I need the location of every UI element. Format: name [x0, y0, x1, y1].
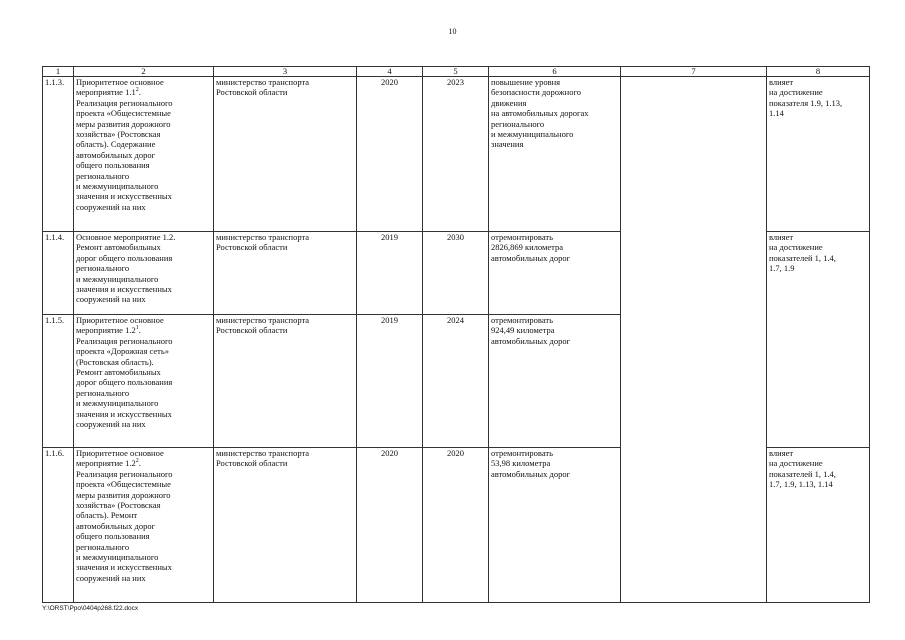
measure-name-line: значения и искусственных [76, 191, 172, 202]
measure-name-line: и межмуниципального [76, 398, 159, 409]
expected-result-cell [489, 315, 621, 448]
indicator-link-cell [767, 77, 870, 232]
end-year: 2020 [423, 448, 489, 603]
executor-cell [214, 77, 357, 232]
document-path-footer: Y:\ORST\Ppo\0404p268.f22.docx [42, 605, 139, 612]
result-line: автомобильных дорог [491, 252, 571, 263]
result-line: 2826,869 километра [491, 242, 564, 253]
column-header-5: 5 [423, 67, 489, 77]
measure-name-line: регионального [76, 541, 130, 552]
executor-line: министерство транспорта [216, 448, 310, 458]
result-line: и межмуниципального [491, 129, 574, 140]
measure-name-cell [74, 232, 214, 315]
expected-result-cell [489, 448, 621, 603]
measure-name-line: регионального [76, 170, 130, 181]
end-year: 2023 [423, 77, 489, 232]
column-header-6: 6 [489, 67, 621, 77]
link-line: показателей 1, 1.4, [769, 252, 836, 263]
link-line: показателей 1, 1.4, [769, 468, 836, 479]
link-line: на достижение [769, 242, 823, 253]
result-line: автомобильных дорог [491, 468, 571, 479]
column-7-cell [621, 77, 767, 603]
measure-name-line: Ремонт автомобильных [76, 367, 161, 378]
footnote-mark: 2 [135, 458, 139, 465]
result-line: регионального [491, 118, 545, 129]
expected-result-cell [489, 77, 621, 232]
measure-name-line: проекта «Дорожная сеть» [76, 346, 169, 357]
start-year: 2019 [357, 315, 423, 448]
executor-line: Ростовской области [216, 242, 288, 253]
measure-name-line: Ремонт автомобильных [76, 242, 161, 253]
column-header-8: 8 [767, 67, 870, 77]
link-line: 1.7, 1.9 [769, 263, 795, 274]
executor-cell [214, 315, 357, 448]
measure-name-line: мероприятие 1.1 [76, 87, 136, 98]
result-line: отремонтировать [491, 448, 553, 458]
measure-name-line: сооружений на них [76, 294, 146, 305]
result-line: безопасности дорожного [491, 87, 581, 98]
footnote-suffix: . [138, 325, 141, 336]
measure-name-line: автомобильных дорог [76, 520, 156, 531]
measure-name-line: Приоритетное основное [76, 315, 164, 325]
measure-name-line: и межмуниципального [76, 273, 159, 284]
measure-name-line: хозяйства» (Ростовская [76, 500, 161, 511]
result-line: движения [491, 97, 527, 108]
expected-result-cell [489, 232, 621, 315]
link-line: на достижение [769, 458, 823, 469]
measure-name-line: мероприятие 1.2 [76, 458, 136, 469]
measure-name-cell [74, 77, 214, 232]
measure-name-line: проекта «Общесистемные [76, 479, 171, 490]
row-number: 1.1.3. [43, 77, 74, 232]
measure-name-line: Приоритетное основное [76, 448, 164, 458]
measure-name-line: область). Содержание [76, 139, 156, 150]
measure-name-line: проекта «Общесистемные [76, 108, 171, 119]
column-header-3: 3 [214, 67, 357, 77]
measure-name-line: (Ростовская область). [76, 356, 154, 367]
start-year: 2020 [357, 448, 423, 603]
measure-name-line: меры развития дорожного [76, 118, 171, 129]
row-number: 1.1.5. [43, 315, 74, 448]
measure-name-line: и межмуниципального [76, 552, 159, 563]
link-line: 1.14 [769, 108, 784, 119]
page-number: 10 [448, 27, 457, 36]
link-line: на достижение [769, 87, 823, 98]
measure-name-line: дорог общего пользования [76, 377, 173, 388]
result-line: 924,49 километра [491, 325, 555, 336]
indicator-link-cell [767, 448, 870, 603]
column-header-2: 2 [74, 67, 214, 77]
measure-name-cell [74, 315, 214, 448]
measure-name-line: Приоритетное основное [76, 77, 164, 87]
table-row [43, 77, 870, 232]
measure-name-line: и межмуниципального [76, 181, 159, 192]
link-line: показателя 1.9, 1.13, [769, 97, 843, 108]
result-line: на автомобильных дорогах [491, 108, 589, 119]
measure-name-line: значения и искусственных [76, 562, 172, 573]
measure-name-line: регионального [76, 263, 130, 274]
measure-name-cell [74, 448, 214, 603]
measure-name-line: область). Ремонт [76, 510, 138, 521]
measure-name-line: Реализация регионального [76, 97, 173, 108]
measure-name-line: сооружений на них [76, 419, 146, 430]
measure-name-line: значения и искусственных [76, 284, 172, 295]
measure-name-line: регионального [76, 387, 130, 398]
measure-name-line: общего пользования [76, 531, 150, 542]
link-line: влияет [769, 232, 794, 242]
result-line: значения [491, 139, 524, 150]
link-line: влияет [769, 77, 794, 87]
executor-line: Ростовской области [216, 458, 288, 469]
result-line: отремонтировать [491, 315, 553, 325]
result-line: 53,98 километра [491, 458, 551, 469]
link-line: 1.7, 1.9, 1.13, 1.14 [769, 479, 833, 490]
measure-name-line: дорог общего пользования [76, 252, 173, 263]
measure-name-line: автомобильных дорог [76, 149, 156, 160]
measure-name-line: общего пользования [76, 160, 150, 171]
measure-name-line: значения и искусственных [76, 408, 172, 419]
result-line: отремонтировать [491, 232, 553, 242]
result-line: автомобильных дорог [491, 335, 571, 346]
measure-name-line: сооружений на них [76, 201, 146, 212]
measure-name-line: мероприятие 1.2 [76, 325, 136, 336]
footnote-mark: 2 [135, 87, 139, 94]
row-number: 1.1.4. [43, 232, 74, 315]
executor-line: Ростовской области [216, 87, 288, 98]
measure-name-line: сооружений на них [76, 572, 146, 583]
measure-name-line: Реализация регионального [76, 335, 173, 346]
footnote-suffix: . [138, 458, 141, 469]
link-line: влияет [769, 448, 794, 458]
column-header-7: 7 [621, 67, 767, 77]
footnote-mark: 1 [135, 325, 139, 332]
column-header-4: 4 [357, 67, 423, 77]
measure-name-line: Реализация регионального [76, 468, 173, 479]
executor-line: министерство транспорта [216, 315, 310, 325]
row-number: 1.1.6. [43, 448, 74, 603]
start-year: 2020 [357, 77, 423, 232]
measure-name-line: меры развития дорожного [76, 489, 171, 500]
program-table [42, 66, 870, 603]
end-year: 2024 [423, 315, 489, 448]
header-row [43, 67, 870, 77]
measure-name-line: Основное мероприятие 1.2. [76, 232, 176, 242]
executor-cell [214, 232, 357, 315]
executor-line: министерство транспорта [216, 232, 310, 242]
executor-line: Ростовской области [216, 325, 288, 336]
column-header-1: 1 [43, 67, 74, 77]
measure-name-line: хозяйства» (Ростовская [76, 129, 161, 140]
result-line: повышение уровня [491, 77, 561, 87]
start-year: 2019 [357, 232, 423, 315]
indicator-link-cell [767, 232, 870, 448]
footnote-suffix: . [138, 87, 141, 98]
end-year: 2030 [423, 232, 489, 315]
executor-line: министерство транспорта [216, 77, 310, 87]
executor-cell [214, 448, 357, 603]
